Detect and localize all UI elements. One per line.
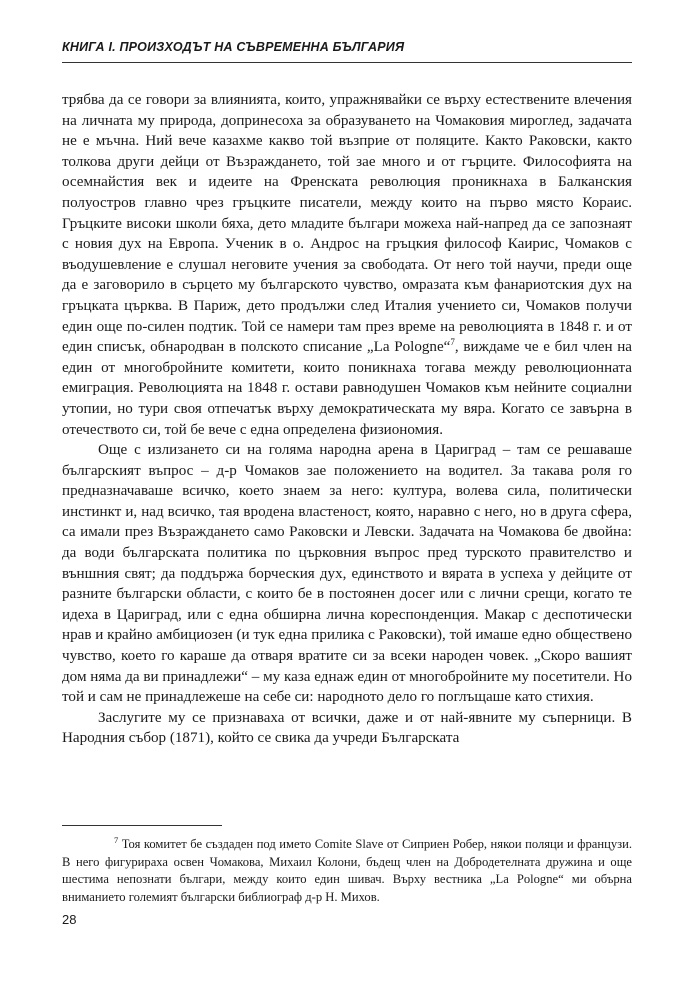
paragraph-3: Заслугите му се признаваха от всички, даже и от най-явните му съперници. В Народния събор (1871), който се свика да учреди Българската xyxy=(62,709,632,747)
running-header: КНИГА I. ПРОИЗХОДЪТ НА СЪВРЕМЕННА БЪЛГАРИЯ xyxy=(62,40,405,54)
footnote xyxy=(62,836,632,906)
paragraph-1-text-b: , виждаме че е бил член на един от многобройните комитети, които поникнаха тогава между революционната емиграция. Революцията на 1848 г. остави равнодушен Чомаков към нейните социални утопии, но тури своя отпечатък върху демократическата му вяра. Когато се завърна в отечеството си, той бе вече с една определена физиономия. xyxy=(62,339,632,438)
paragraph-1-text-a: трябва да се говори за влиянията, които, упражнявайки се върху естествените влечения на личната му природа, допринесоха за образуването на Чомаковия мироглед, задачата не е мъчна. Ний вече казахме какво той възприе от поляците. Както Раковски, както толкова други дейци от Възраждането, той зае много и от гърците. Философията на осемнайстия век и идеите на Френската революция проникнаха в Балканския полуостров главно чрез гръцките писатели, между които на първо място Кораис. Гръцките високи школи бяха, дето младите българи можеха най-напред да се запознаят с новия дух на Европа. Ученик в о. Андрос на гръцкия философ Каирис, Чомаков с въодушевление е слушал неговите учения за свободата. От него той научи, преди още да е заговорило в сърцето му българското чувство, омразата към фанариотския дух на гръцката църква. В Париж, дето продължи след Италия учението си, Чомаков получи един още по-силен подтик. Той се намери там през време на революцията в 1848 г. и от един списък, обнародван в полското списание „La Pologne“ xyxy=(62,92,632,356)
footnote-reference[interactable]: 7 xyxy=(450,337,455,348)
main-text xyxy=(62,90,632,749)
page-number: 28 xyxy=(62,912,77,927)
paragraph-1 xyxy=(62,90,632,440)
footnote-divider xyxy=(62,825,222,826)
footnote-number: 7 xyxy=(114,834,119,845)
footnote-paragraph xyxy=(62,836,632,906)
header-divider xyxy=(62,62,632,63)
footnote-text: Тоя комитет бе създаден под името Comite Slave от Сиприен Робер, някои поляци и французи. В него фигурираха освен Чомакова, Михаил Колони, бъдещ член на Добродетелната дружина и още шестима непознати българи, между които един шивач. Върху вестника „La Pologne“ ми обърна вниманието големият български библиограф д-р Н. Михов. xyxy=(62,837,632,904)
paragraph-2: Още с излизането си на голяма народна арена в Цариград – там се решаваше българският въпрос – д-р Чомаков зае положението на водител. За такава роля го предназначаваше всичко, което знаем за него: култура, волева сила, политически инстинкт и, над всичко, тая вродена властеност, която, наравно с него, но в друга сфера, са имали през Възраждането само Раковски и Левски. Задачата на Чомакова бе двойна: да води българската политика по църковния въпрос пред турското правителство и външния свят; да поддържа борческия дух, единството и вярата в успеха у дейците от разните български области, с които бе в постоянен досег или с лични срещи, когато те идеха в Цариград, или с една обширна лична кореспонденция. Макар с деспотически нрав и крайно амбициозен (и тук една прилика с Раковски), той имаше едно обществено чувство, което го караше да отваря вратите си за всеки народен човек. „Скоро вашият дом няма да ви принадлежи“ – му каза еднаж един от многобройните му посетители. Но той и сам не принадлежеше на себе си: народното дело го поглъщаше като стихия. xyxy=(62,442,632,706)
